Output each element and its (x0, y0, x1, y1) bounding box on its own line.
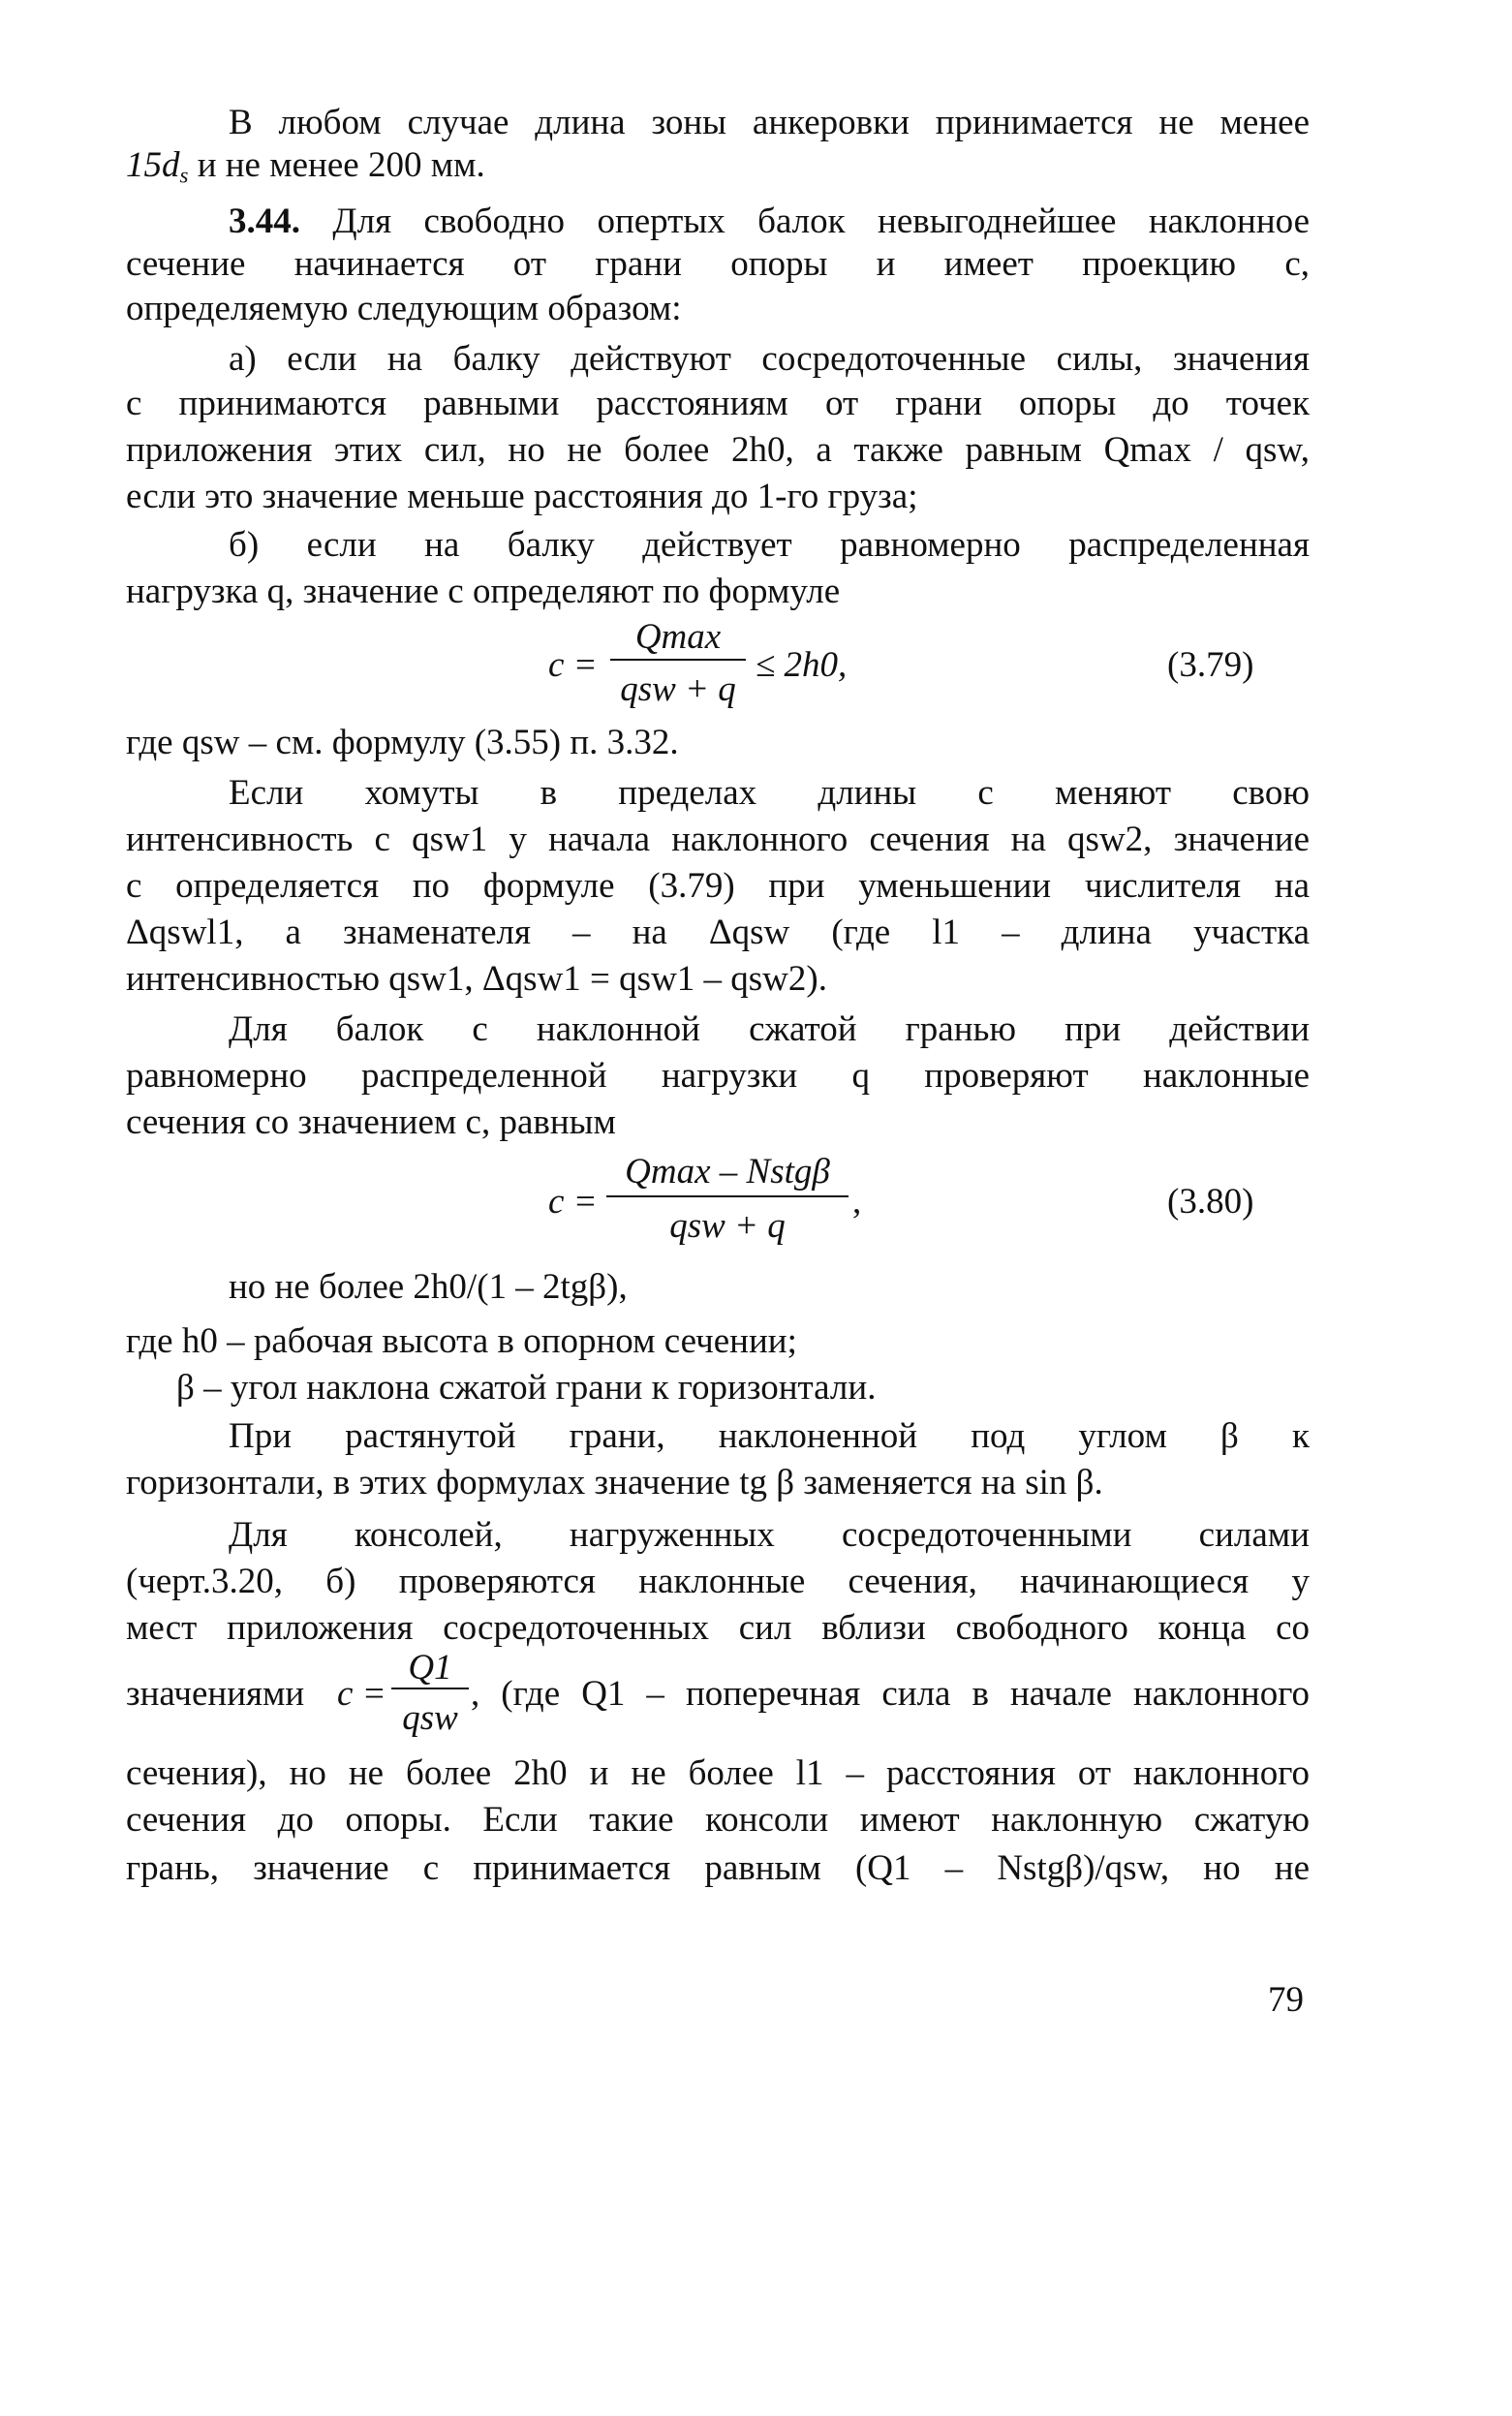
math-var: 15d (126, 145, 180, 185)
equation-number: (3.80) (1167, 1182, 1254, 1222)
text-line (126, 145, 485, 188)
text-span: и не менее 200 мм. (188, 145, 485, 185)
text-line: сечения), но не более 2h0 и не более l1 – расстояния от наклонного (126, 1753, 1310, 1793)
fraction-bar (610, 659, 746, 661)
text-line: если это значение меньше расстояния до 1-го груза; (126, 477, 918, 516)
fraction-denominator: qsw (402, 1698, 458, 1738)
fraction-denominator: qsw + q (620, 669, 736, 709)
text-span: значениями (126, 1674, 305, 1714)
text-line: Δqswl1, а знаменателя – на Δqsw (где l1 – длина участка (126, 913, 1310, 952)
fraction-numerator: Q1 (408, 1648, 452, 1688)
fraction-bar (391, 1688, 469, 1689)
equation-lhs: c = (548, 645, 598, 685)
math-sub: s (179, 163, 189, 188)
section-heading-line (229, 203, 1310, 239)
text-line: сечения со значением c, равным (126, 1102, 616, 1142)
text-line: мест приложения сосредоточенных сил вблизи свободного конца со (126, 1608, 1310, 1648)
text-line: но не более 2h0/(1 – 2tgβ), (229, 1267, 628, 1307)
fraction-numerator: Qmax – Nstgβ (625, 1152, 830, 1192)
text-line: сечения до опоры. Если такие консоли имеют наклонную сжатую (126, 1800, 1310, 1840)
text-line: При растянутой грани, наклоненной под углом β к (229, 1416, 1310, 1456)
equation-lhs: c = (337, 1674, 386, 1714)
text-line: где qsw – см. формулу (3.55) п. 3.32. (126, 723, 679, 762)
text-line: Для консолей, нагруженных сосредоточенными силами (229, 1515, 1310, 1555)
fraction-denominator: qsw + q (669, 1206, 786, 1246)
text-line: определяемую следующим образом: (126, 289, 682, 328)
text-span: Для свободно опертых балок невыгоднейшее наклонное (300, 201, 1310, 241)
text-line: c принимаются равными расстояниям от грани опоры до точек (126, 384, 1310, 423)
text-line: равномерно распределенной нагрузки q проверяют наклонные (126, 1056, 1310, 1096)
text-line: грань, значение c принимается равным (Q1 – Nstgβ)/qsw, но не (126, 1848, 1310, 1888)
text-line: приложения этих сил, но не более 2h0, а также равным Qmax / qsw, (126, 430, 1310, 470)
text-line: (черт.3.20, б) проверяются наклонные сечения, начинающиеся у (126, 1562, 1310, 1601)
text-line: сечение начинается от грани опоры и имеет проекцию c, (126, 244, 1310, 284)
equation-rhs: , (852, 1182, 862, 1222)
page-number: 79 (1268, 1980, 1304, 2020)
section-number: 3.44. (229, 201, 300, 241)
text-line: В любом случае длина зоны анкеровки принимается не менее (229, 103, 1310, 142)
text-line: интенсивностью qsw1, Δqsw1 = qsw1 – qsw2). (126, 959, 827, 999)
equation-rhs: ≤ 2h0, (756, 645, 848, 685)
text-line: Если хомуты в пределах длины c меняют свою (229, 773, 1310, 813)
text-line: где h0 – рабочая высота в опорном сечении; (126, 1321, 797, 1361)
text-line: б) если на балку действует равномерно распределенная (229, 525, 1310, 565)
fraction-numerator: Qmax (634, 617, 722, 657)
equation-number: (3.79) (1167, 645, 1254, 685)
inline-fraction (391, 1647, 469, 1744)
text-line: а) если на балку действуют сосредоточенные силы, значения (229, 339, 1310, 379)
text-line: интенсивность с qsw1 у начала наклонного сечения на qsw2, значение (126, 820, 1310, 859)
text-line: c определяется по формуле (3.79) при уменьшении числителя на (126, 866, 1310, 906)
text-line: Для балок с наклонной сжатой гранью при действии (229, 1009, 1310, 1049)
text-span: , (где Q1 – поперечная сила в начале наклонного (471, 1674, 1310, 1714)
equation-fraction (610, 616, 746, 713)
equation-fraction (606, 1151, 849, 1252)
text-line: β – угол наклона сжатой грани к горизонтали. (176, 1368, 877, 1408)
equation-lhs: c = (548, 1182, 598, 1222)
text-line: нагрузка q, значение c определяют по формуле (126, 572, 841, 611)
text-line: горизонтали, в этих формулах значение tg β заменяется на sin β. (126, 1463, 1103, 1502)
fraction-bar (606, 1195, 849, 1197)
